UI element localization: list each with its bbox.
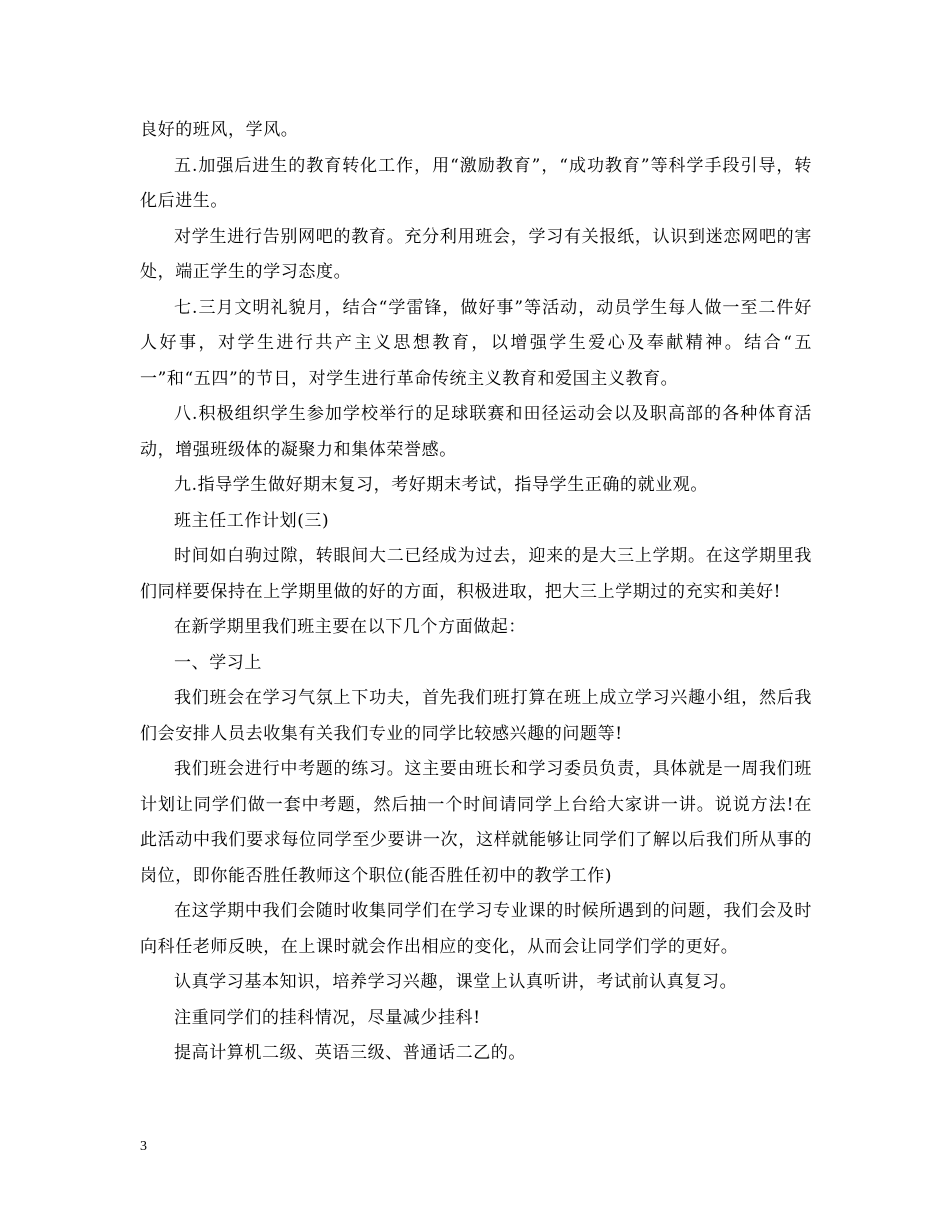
paragraph: 在新学期里我们班主要在以下几个方面做起： xyxy=(174,617,526,637)
paragraph: 认真学习基本知识，培养学习兴趣，课堂上认真听讲，考试前认真复习。 xyxy=(174,972,738,992)
paragraph: 注重同学们的挂科情况，尽量减少挂科! xyxy=(174,1007,481,1028)
paragraph: 在这学期中我们会随时收集同学们在学习专业课的时候所遇到的问题，我们会及时向科任老师反映，在上课时就会作出相应的变化，从而会让同学们学的更好。 xyxy=(140,901,812,957)
paragraph: 五.加强后进生的教育转化工作，用“激励教育”，“成功教育”等科学手段引导，转化后进生。 xyxy=(140,155,812,211)
paragraph: 我们班会在学习气氛上下功夫，首先我们班打算在班上成立学习兴趣小组，然后我们会安排人员去收集有关我们专业的同学比较感兴趣的问题等! xyxy=(140,688,812,744)
paragraph: 时间如白驹过隙，转眼间大二已经成为过去，迎来的是大三上学期。在这学期里我们同样要保持在上学期里做的好的方面，积极进取，把大三上学期过的充实和美好! xyxy=(140,546,812,602)
subsection-heading: 一、学习上 xyxy=(174,652,262,673)
paragraph: 提高计算机二级、英语三级、普通话二乙的。 xyxy=(174,1043,526,1063)
paragraph: 九.指导学生做好期末复习，考好期末考试，指导学生正确的就业观。 xyxy=(174,475,709,495)
paragraph: 良好的班风，学风。 xyxy=(140,120,299,140)
paragraph: 七.三月文明礼貌月，结合“学雷锋，做好事”等活动，动员学生每人做一至二件好人好事，对学生进行共产主义思想教育，以增强学生爱心及奉献精神。结合“五一”和“五四”的节日，对学生进行革命传统主义教育和爱国主义教育。 xyxy=(140,297,812,389)
paragraph: 我们班会进行中考题的练习。这主要由班长和学习委员负责，具体就是一周我们班计划让同学们做一套中考题，然后抽一个时间请同学上台给大家讲一讲。说说方法!在此活动中我们要求每位同学至少要讲一次，这样就能够让同学们了解以后我们所从事的岗位，即你能否胜任教师这个职位(能否胜任初中的教学工作) xyxy=(140,759,812,886)
body-text xyxy=(140,113,812,1072)
paragraph: 八.积极组织学生参加学校举行的足球联赛和田径运动会以及职高部的各种体育活动，增强班级体的凝聚力和集体荣誉感。 xyxy=(140,404,812,460)
paragraph: 对学生进行告别网吧的教育。充分利用班会，学习有关报纸，认识到迷恋网吧的害处，端正学生的学习态度。 xyxy=(140,226,812,282)
section-heading: 班主任工作计划(三) xyxy=(174,510,330,531)
page-number: 3 xyxy=(140,1139,147,1154)
